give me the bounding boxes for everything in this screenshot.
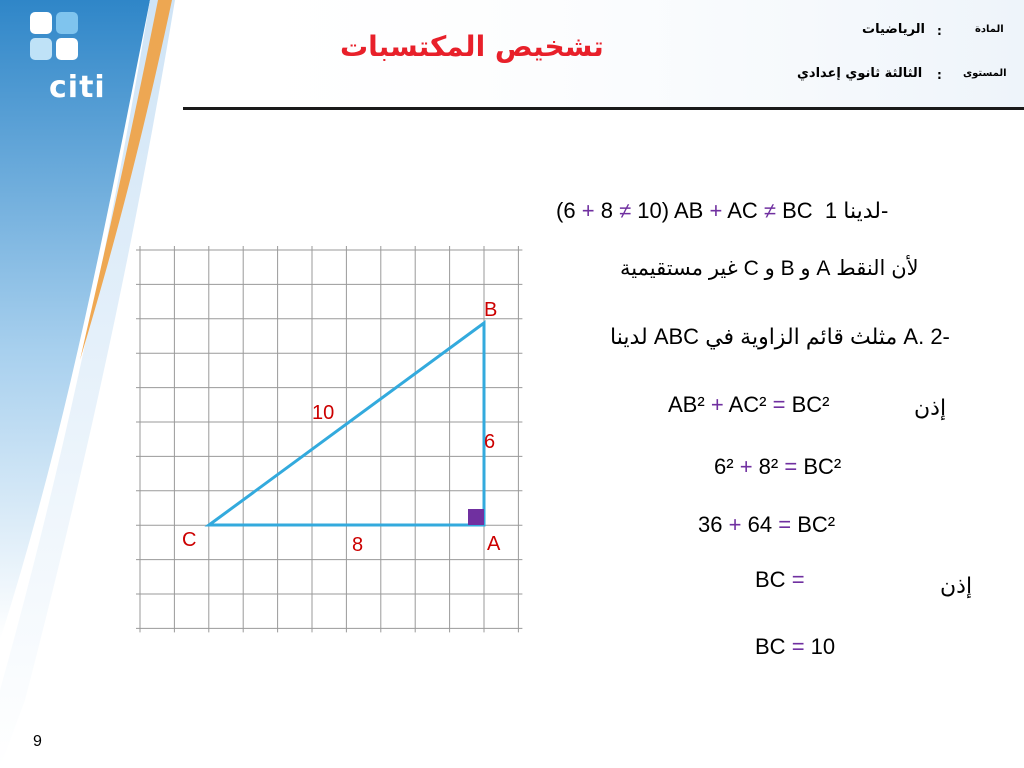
equation-4 <box>755 567 805 593</box>
then-label-1: إذن <box>914 395 947 420</box>
op-plus: + <box>709 198 723 223</box>
op-plus: + <box>581 198 595 223</box>
item1-number: 1- <box>824 198 889 223</box>
eq3-c: BC² <box>797 512 836 537</box>
grid <box>136 246 522 632</box>
side-AB-length: 6 <box>484 431 496 453</box>
item1-AB: AB <box>673 198 704 223</box>
op-plus: + <box>710 392 724 417</box>
op-eq: = <box>791 567 805 592</box>
eq1-AC: AC² <box>728 392 767 417</box>
op-eq: = <box>791 634 805 659</box>
label-C: C <box>182 529 197 551</box>
equation-1 <box>668 392 829 418</box>
then-label-2: إذن <box>940 573 973 598</box>
item1-prefix: لدينا <box>843 198 882 223</box>
page-number: 9 <box>33 733 42 750</box>
item1-n8: 8 <box>600 198 613 223</box>
item1-line <box>556 198 888 224</box>
subject-separator: : <box>937 24 942 38</box>
op-neq: ≠ <box>619 198 632 223</box>
item1-n10: 10 <box>637 198 662 223</box>
logo-text: citi <box>49 70 106 105</box>
label-A: A <box>487 533 501 555</box>
equation-5 <box>755 634 835 660</box>
subject-label: المادة <box>975 24 1004 35</box>
eq2-c: BC² <box>803 454 842 479</box>
item2-line <box>610 324 950 350</box>
eq3-a: 36 <box>698 512 723 537</box>
right-angle-marker <box>468 509 484 525</box>
item1-BC: BC <box>782 198 813 223</box>
level-value: الثالثة ثانوي إعدادي <box>797 66 923 81</box>
item1-AC: AC <box>727 198 758 223</box>
eq3-b: 64 <box>747 512 773 537</box>
op-eq: = <box>778 512 792 537</box>
op-eq: = <box>784 454 798 479</box>
item1-close: ) <box>661 198 670 223</box>
page-title: تشخيص المكتسبات <box>340 30 604 63</box>
level-separator: : <box>937 68 942 82</box>
level-label: المستوى <box>963 68 1007 79</box>
op-plus: + <box>728 512 742 537</box>
item2-number: 2- <box>930 324 950 349</box>
op-plus: + <box>739 454 753 479</box>
eq4-lhs: BC <box>755 567 786 592</box>
eq5-lhs: BC <box>755 634 786 659</box>
item1-open: ( <box>556 198 564 223</box>
equation-2 <box>714 454 841 480</box>
noncollinear-text: لأن النقط A و B و C غير مستقيمية <box>620 257 919 280</box>
side-CA-length: 8 <box>352 534 364 556</box>
item2-text: لدينا ABC مثلث قائم الزاوية في A. <box>610 324 925 349</box>
side-CB-length: 10 <box>312 402 335 424</box>
eq1-AB: AB² <box>668 392 705 417</box>
eq2-a: 6² <box>714 454 734 479</box>
eq2-b: 8² <box>758 454 779 479</box>
op-eq: = <box>772 392 786 417</box>
subject-value: الرياضيات <box>862 22 926 37</box>
eq1-BC: BC² <box>791 392 830 417</box>
eq5-rhs: 10 <box>810 634 836 659</box>
op-neq: ≠ <box>763 198 776 223</box>
item1-n6: 6 <box>563 198 576 223</box>
equation-3 <box>698 512 835 538</box>
label-B: B <box>484 299 498 321</box>
